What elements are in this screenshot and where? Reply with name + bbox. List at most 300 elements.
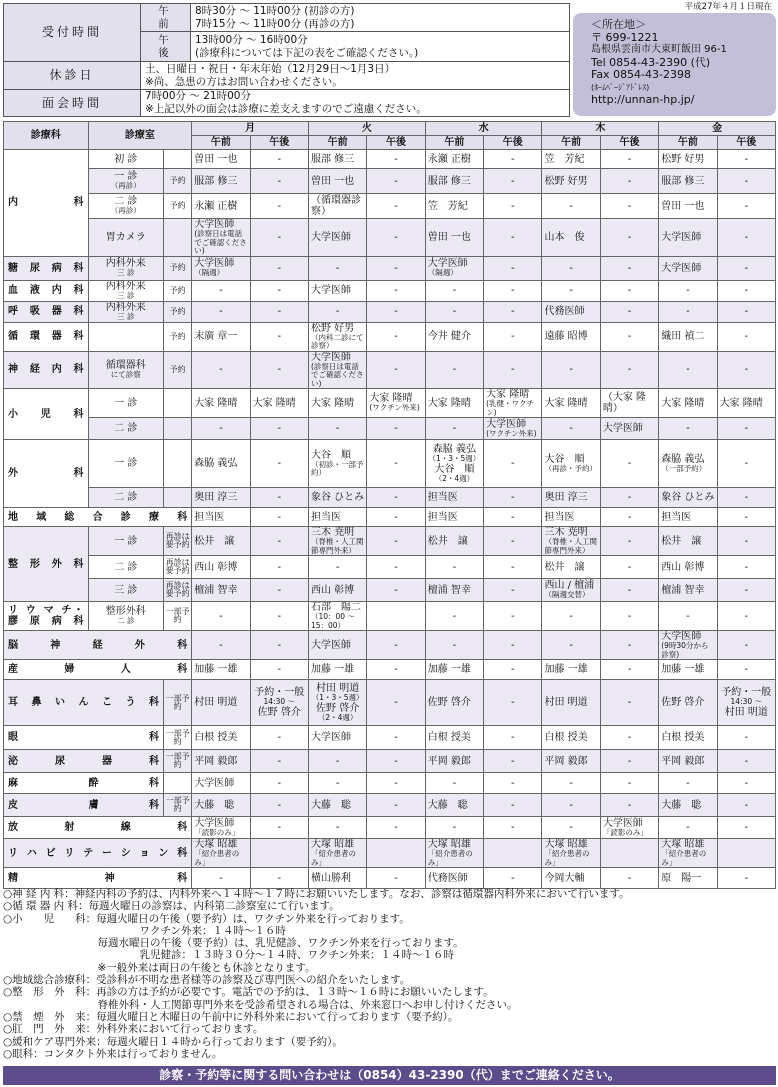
note-line: ○緩和ケア専門外来：毎週火曜日１４時から行っております（要予約）。 — [3, 1035, 343, 1048]
schedule-cell: - — [367, 440, 425, 488]
schedule-cell: - — [484, 280, 542, 301]
schedule-cell: - — [717, 322, 775, 351]
room-name — [88, 322, 163, 351]
schedule-cell: 森脇 義弘 （1・3・5週） 大谷 順 （2・4週） — [425, 440, 483, 488]
schedule-cell: 三木 尭明 （脊椎・人工関節専門外来） — [542, 527, 600, 556]
reservation-note: 予約 — [164, 322, 192, 351]
schedule-cell: 佐野 啓介 — [659, 680, 717, 726]
schedule-cell: - — [484, 169, 542, 194]
room-name: 内科外来 三 診 — [88, 256, 163, 280]
schedule-cell: - — [367, 351, 425, 389]
reception-label: 受付時間 — [4, 4, 141, 62]
schedule-cell: - — [308, 418, 366, 440]
header-day-wed: 水 — [425, 122, 542, 136]
schedule-cell: - — [425, 351, 483, 389]
header-pm: 午後 — [367, 136, 425, 150]
dept-name: 外 科 — [4, 440, 89, 508]
schedule-cell: 大学医師 — [659, 219, 717, 257]
dept-name: 内 科 — [4, 150, 89, 257]
schedule-cell: 大学医師 「読影のみ」 — [600, 817, 658, 839]
schedule-cell: - — [250, 256, 308, 280]
schedule-cell: - — [600, 194, 658, 219]
schedule-cell: 大塚 昭雄 「紹介患者のみ」 — [308, 839, 366, 868]
table-row — [4, 301, 776, 322]
table-row — [4, 556, 776, 579]
schedule-cell: - — [542, 602, 600, 631]
schedule-cell: - — [717, 256, 775, 280]
schedule-cell: 大家 隆晴 — [250, 389, 308, 418]
reservation-note — [164, 219, 192, 257]
table-row — [4, 440, 776, 488]
reservation-note: 一部予約 — [164, 794, 192, 817]
schedule-cell: 担当医 — [542, 508, 600, 527]
header-am: 午前 — [542, 136, 600, 150]
schedule-cell: - — [484, 750, 542, 773]
schedule-cell: - — [542, 794, 600, 817]
schedule-cell: 大家 隆晴 (乳健・ワクチン) — [484, 389, 542, 418]
schedule-cell: - — [250, 556, 308, 579]
dept-name: 地 域 総 合 診 療 科 — [4, 508, 192, 527]
pm-label: 午 後 — [141, 32, 191, 62]
table-row — [4, 351, 776, 389]
table-row — [4, 194, 776, 219]
schedule-cell: - — [367, 322, 425, 351]
schedule-cell: - — [659, 773, 717, 794]
schedule-cell: - — [250, 440, 308, 488]
schedule-cell: - — [484, 256, 542, 280]
table-row — [4, 868, 776, 889]
header-day-tue: 火 — [308, 122, 425, 136]
schedule-cell: - — [367, 660, 425, 680]
table-row — [4, 602, 776, 631]
reservation-note: 予約 — [164, 256, 192, 280]
schedule-cell: 白根 授美 — [542, 726, 600, 750]
schedule-cell: 大学医師 （隔週） — [192, 256, 250, 280]
schedule-cell: - — [367, 219, 425, 257]
schedule-cell: 原 陽一 — [659, 868, 717, 889]
schedule-cell: 大学医師 — [308, 280, 366, 301]
schedule-cell: 大谷 順 （再診・予約） — [542, 440, 600, 488]
schedule-cell: 大家 隆晴 — [308, 389, 366, 418]
schedule-cell: - — [717, 750, 775, 773]
schedule-cell: - — [600, 256, 658, 280]
schedule-cell: - — [250, 488, 308, 508]
schedule-cell: - — [600, 660, 658, 680]
note-line: ※一般外来は両日の午後とも休診となります。 — [3, 961, 316, 974]
schedule-cell: - — [367, 488, 425, 508]
table-row — [4, 773, 776, 794]
schedule-cell — [367, 602, 425, 631]
schedule-cell: 佐野 啓介 — [425, 680, 483, 726]
schedule-cell: - — [250, 868, 308, 889]
note-line: ○禁 煙 外 来：毎週火曜日と木曜日の午前中に外科外来において行っております（要予約）。 — [3, 1010, 459, 1023]
schedule-cell: 平岡 毅郎 — [659, 750, 717, 773]
schedule-cell: 松野 好男 （内科二診にて診察） — [308, 322, 366, 351]
dept-name: 脳 神 経 外 科 — [4, 631, 192, 660]
schedule-cell: - — [250, 219, 308, 257]
schedule-cell: 永瀬 正樹 — [192, 194, 250, 219]
reception-am-times: 8時30分 ～ 11時00分 (初診の方) 7時15分 ～ 11時00分 (再診の方) — [191, 4, 570, 32]
schedule-cell: - — [367, 680, 425, 726]
schedule-cell: - — [425, 817, 483, 839]
schedule-cell: - — [250, 794, 308, 817]
header-day-thu: 木 — [542, 122, 659, 136]
schedule-cell: - — [717, 280, 775, 301]
schedule-table — [3, 121, 776, 889]
reservation-note: 予約 — [164, 169, 192, 194]
dept-name: 血 液 内 科 — [4, 280, 89, 301]
schedule-cell: （循環器診察） — [308, 194, 366, 219]
schedule-cell: 松井 譲 — [192, 527, 250, 556]
schedule-cell: 大学医師 (ワクチン外来) — [484, 418, 542, 440]
schedule-cell: - — [250, 280, 308, 301]
header-pm: 午後 — [484, 136, 542, 150]
schedule-cell: - — [250, 631, 308, 660]
schedule-cell: - — [425, 631, 483, 660]
schedule-cell: 村田 明道 — [542, 680, 600, 726]
reservation-note: 一部予約 — [164, 750, 192, 773]
schedule-cell: - — [250, 773, 308, 794]
dept-name: 泌 尿 器 科 — [4, 750, 164, 773]
notes-section — [3, 888, 776, 1060]
schedule-cell: 大学医師 — [308, 726, 366, 750]
dept-name: 整 形 外 科 — [4, 527, 89, 602]
schedule-cell: - — [717, 508, 775, 527]
schedule-cell: 大学医師 — [192, 773, 250, 794]
schedule-cell: - — [250, 301, 308, 322]
schedule-cell: - — [250, 351, 308, 389]
schedule-cell: - — [717, 150, 775, 169]
schedule-cell: - — [367, 750, 425, 773]
table-row — [4, 280, 776, 301]
schedule-cell: 大塚 昭雄 「紹介患者のみ」 — [192, 839, 250, 868]
reservation-note: 一部予約 — [164, 726, 192, 750]
schedule-cell: - — [367, 556, 425, 579]
phone-number: Tel 0854-43-2390 (代) — [591, 55, 711, 69]
schedule-cell: 大学医師 — [308, 631, 366, 660]
schedule-cell: - — [600, 631, 658, 660]
schedule-cell: 曽田 一也 — [192, 150, 250, 169]
schedule-cell: - — [484, 631, 542, 660]
schedule-cell: 松井 譲 — [542, 556, 600, 579]
visiting-hours: 7時00分 ～ 21時00分 ※上記以外の面会は診療に差支えますのでご遠慮ください。 — [141, 90, 570, 117]
schedule-cell: - — [600, 556, 658, 579]
schedule-cell: - — [484, 794, 542, 817]
schedule-cell: - — [600, 150, 658, 169]
address-title: ＜所在地＞ — [591, 18, 646, 31]
dept-name: 糖 尿 病 科 — [4, 256, 89, 280]
schedule-cell: - — [250, 579, 308, 602]
schedule-cell: 村田 明道 — [192, 680, 250, 726]
note-line: ○小 児 科：毎週火曜日の午後（要予約）は、ワクチン外来を行っております。 — [3, 912, 410, 925]
schedule-cell: - — [367, 280, 425, 301]
header-am: 午前 — [192, 136, 250, 150]
schedule-cell: 服部 修三 — [425, 169, 483, 194]
schedule-cell: - — [600, 440, 658, 488]
header-am: 午前 — [659, 136, 717, 150]
schedule-cell: 大藤 聡 — [425, 794, 483, 817]
schedule-cell: - — [308, 256, 366, 280]
table-row — [4, 389, 776, 418]
schedule-cell: - — [717, 351, 775, 389]
schedule-cell: - — [484, 301, 542, 322]
schedule-cell: 平岡 毅郎 — [425, 750, 483, 773]
schedule-cell: 永瀬 正樹 — [425, 150, 483, 169]
room-name: 整形外科 二 診 — [88, 602, 163, 631]
header-am: 午前 — [308, 136, 366, 150]
schedule-cell: 檀浦 智幸 — [192, 579, 250, 602]
schedule-cell: - — [717, 301, 775, 322]
reservation-note: 予約 — [164, 301, 192, 322]
schedule-cell: - — [367, 631, 425, 660]
reservation-note: 再診は要予約 — [164, 527, 192, 556]
schedule-cell: - — [484, 219, 542, 257]
schedule-cell: 森脇 義弘 （一部予約） — [659, 440, 717, 488]
table-row — [4, 726, 776, 750]
room-name: 内科外来 三 診 — [88, 301, 163, 322]
schedule-cell: 曽田 一也 — [659, 194, 717, 219]
schedule-cell: 服部 修三 — [308, 150, 366, 169]
schedule-cell: - — [484, 351, 542, 389]
dept-name: 神 経 内 科 — [4, 351, 89, 389]
schedule-cell: 松井 譲 — [659, 527, 717, 556]
schedule-cell: - — [367, 726, 425, 750]
schedule-cell: 西山 彰博 — [659, 556, 717, 579]
schedule-cell: - — [484, 773, 542, 794]
schedule-cell: 大塚 昭雄 「紹介患者のみ」 — [542, 839, 600, 868]
note-line: ○整 形 外 科：再診の方は予約が必要です。電話での予約は、１３時～１６時にお願いいたします。 — [3, 986, 494, 999]
reservation-note: 再診は要予約 — [164, 556, 192, 579]
dept-name: 呼 吸 器 科 — [4, 301, 89, 322]
visiting-label: 面会時間 — [4, 90, 141, 117]
schedule-cell: - — [484, 556, 542, 579]
note-line: 毎週水曜日の午後（要予約）は、乳児健診、ワクチン外来を行っております。 — [3, 937, 464, 950]
schedule-cell: 石部 陽二 （10：00 ～ 15：00） — [308, 602, 366, 631]
schedule-cell: 予約・一般 14:30 ～ 村田 明道 — [717, 680, 775, 726]
schedule-cell: 大学医師 (9時30分から診察) — [659, 631, 717, 660]
header-day-fri: 金 — [659, 122, 776, 136]
schedule-cell: - — [250, 527, 308, 556]
dept-name: 産 婦 人 科 — [4, 660, 192, 680]
table-row — [4, 839, 776, 868]
schedule-cell: 加藤 一雄 — [192, 660, 250, 680]
reception-pm-times: 13時00分 ～ 16時00分 (診療科については下記の表をご確認ください。) — [191, 32, 570, 62]
header-dept: 診療科 — [4, 122, 89, 150]
schedule-cell: - — [425, 418, 483, 440]
dept-name: 精 神 科 — [4, 868, 192, 889]
reservation-note: 予約 — [164, 280, 192, 301]
room-name: 胃カメラ — [88, 219, 163, 257]
schedule-cell: 笠 芳紀 — [425, 194, 483, 219]
schedule-cell: - — [717, 488, 775, 508]
schedule-cell: - — [717, 726, 775, 750]
schedule-cell: - — [717, 527, 775, 556]
schedule-cell: - — [192, 351, 250, 389]
schedule-cell — [600, 839, 658, 868]
room-name: 一 診 （再診） — [88, 169, 163, 194]
schedule-cell: 大藤 聡 — [308, 794, 366, 817]
schedule-cell: - — [484, 680, 542, 726]
dept-name: 放 射 線 科 — [4, 817, 192, 839]
schedule-cell: - — [600, 169, 658, 194]
dept-name: 皮 膚 科 — [4, 794, 164, 817]
room-name: 循環器科 にて診察 — [88, 351, 163, 389]
schedule-cell: - — [600, 868, 658, 889]
schedule-cell: - — [600, 351, 658, 389]
schedule-cell: - — [250, 817, 308, 839]
table-row — [4, 631, 776, 660]
schedule-cell: - — [484, 817, 542, 839]
schedule-cell: - — [484, 579, 542, 602]
note-line: 脊椎外科・人工関節専門外来を受診希望される場合は、外来窓口へお申し付けください。 — [3, 998, 518, 1011]
schedule-cell: 大学医師 「読影のみ」 — [192, 817, 250, 839]
hours-table — [3, 3, 570, 117]
schedule-cell: - — [717, 817, 775, 839]
dept-name: リ ハ ビ リ テ ー シ ョ ン 科 — [4, 839, 192, 868]
schedule-cell: - — [484, 150, 542, 169]
schedule-cell: 末廣 章一 — [192, 322, 250, 351]
schedule-cell: - — [484, 527, 542, 556]
schedule-cell: - — [308, 556, 366, 579]
schedule-cell: - — [600, 219, 658, 257]
schedule-cell: - — [367, 169, 425, 194]
schedule-cell: - — [659, 418, 717, 440]
schedule-cell: - — [367, 256, 425, 280]
table-row — [4, 150, 776, 169]
table-row — [4, 322, 776, 351]
schedule-cell: - — [600, 488, 658, 508]
schedule-cell: - — [250, 726, 308, 750]
schedule-cell: - — [425, 773, 483, 794]
schedule-cell: 松井 譲 — [425, 527, 483, 556]
schedule-cell: 大家 隆晴 — [425, 389, 483, 418]
schedule-cell: - — [542, 773, 600, 794]
table-row — [4, 169, 776, 194]
schedule-cell — [717, 839, 775, 868]
schedule-cell: 加藤 一雄 — [542, 660, 600, 680]
schedule-cell: - — [484, 868, 542, 889]
schedule-cell: - — [600, 579, 658, 602]
am-label: 午 前 — [141, 4, 191, 32]
table-row — [4, 508, 776, 527]
schedule-cell: 織田 禎二 — [659, 322, 717, 351]
schedule-cell: 白根 授美 — [659, 726, 717, 750]
schedule-cell: 大塚 昭雄 「紹介患者のみ」 — [425, 839, 483, 868]
reservation-note: 予約 — [164, 194, 192, 219]
room-name: 一 診 — [88, 527, 163, 556]
schedule-cell: - — [659, 280, 717, 301]
reservation-note — [164, 418, 192, 440]
schedule-cell: - — [250, 660, 308, 680]
schedule-cell: 山本 俊 — [542, 219, 600, 257]
schedule-cell: 大家 隆晴 — [542, 389, 600, 418]
reservation-note — [164, 440, 192, 488]
schedule-cell — [367, 839, 425, 868]
table-row — [4, 750, 776, 773]
schedule-cell: - — [367, 773, 425, 794]
schedule-cell: - — [367, 194, 425, 219]
schedule-cell: 加藤 一雄 — [308, 660, 366, 680]
schedule-cell: 大家 隆晴 — [192, 389, 250, 418]
schedule-cell: - — [717, 440, 775, 488]
note-line: 乳児健診：１３時３０分～１４時、ワクチン外来：１４時～１６時 — [3, 949, 454, 962]
schedule-cell: 笠 芳紀 — [542, 150, 600, 169]
schedule-cell: 加藤 一雄 — [659, 660, 717, 680]
schedule-cell: - — [192, 602, 250, 631]
schedule-cell: - — [717, 579, 775, 602]
schedule-cell: - — [600, 680, 658, 726]
schedule-cell: 白根 授美 — [192, 726, 250, 750]
schedule-cell: - — [367, 508, 425, 527]
table-row — [4, 817, 776, 839]
schedule-cell: - — [600, 322, 658, 351]
schedule-cell: - — [308, 750, 366, 773]
schedule-cell: （大家 隆晴） — [600, 389, 658, 418]
schedule-cell: - — [192, 868, 250, 889]
schedule-cell: 担当医 — [659, 508, 717, 527]
table-row — [4, 527, 776, 556]
room-name: 内科外来 三 診 — [88, 280, 163, 301]
schedule-cell: 代務医師 — [425, 868, 483, 889]
schedule-cell: - — [717, 219, 775, 257]
schedule-cell: - — [600, 794, 658, 817]
schedule-cell: - — [542, 280, 600, 301]
schedule-cell: - — [484, 508, 542, 527]
schedule-cell: - — [484, 322, 542, 351]
homepage-url[interactable]: http://unnan-hp.jp/ — [591, 93, 695, 106]
schedule-cell: 担当医 — [192, 508, 250, 527]
schedule-cell: 大学医師 — [659, 256, 717, 280]
room-name: 一 診 — [88, 440, 163, 488]
schedule-cell: - — [600, 301, 658, 322]
dept-name: 耳 鼻 い ん こ う 科 — [4, 680, 164, 726]
schedule-cell: 村田 明道 （1・3・5週） 佐野 啓介 （2・4週） — [308, 680, 366, 726]
address-box — [573, 13, 776, 116]
schedule-cell: - — [367, 579, 425, 602]
schedule-cell: - — [600, 726, 658, 750]
schedule-cell: 松野 好男 — [542, 169, 600, 194]
schedule-cell: - — [542, 194, 600, 219]
schedule-cell: - — [717, 660, 775, 680]
schedule-cell: 大学医師 (診察日は電話でご確認ください) — [192, 219, 250, 257]
schedule-cell: - — [425, 280, 483, 301]
schedule-cell: 曽田 一也 — [308, 169, 366, 194]
schedule-cell: 大学医師 — [600, 418, 658, 440]
schedule-cell: 西山 彰博 — [308, 579, 366, 602]
schedule-cell: - — [717, 194, 775, 219]
schedule-cell: 奥田 淳三 — [542, 488, 600, 508]
schedule-cell: - — [484, 488, 542, 508]
schedule-cell: 奥田 淳三 — [192, 488, 250, 508]
note-line: ワクチン外来：１４時～１６時 — [3, 924, 286, 937]
schedule-cell: - — [250, 750, 308, 773]
schedule-cell: - — [659, 817, 717, 839]
room-name: 二 診 （再診） — [88, 194, 163, 219]
schedule-cell: - — [484, 602, 542, 631]
schedule-cell: - — [600, 750, 658, 773]
schedule-cell: - — [717, 773, 775, 794]
reservation-note: 一部予約 — [164, 602, 192, 631]
homepage-label: (ﾎｰﾑﾍﾟｰｼﾞｱﾄﾞﾚｽ) — [591, 82, 650, 92]
schedule-cell: - — [484, 194, 542, 219]
schedule-cell: - — [367, 418, 425, 440]
schedule-cell: 大藤 聡 — [659, 794, 717, 817]
schedule-cell: - — [542, 631, 600, 660]
schedule-cell: 今岡大輔 — [542, 868, 600, 889]
note-line: ○眼科：コンタクト外来は行っておりません。 — [3, 1047, 223, 1060]
schedule-cell: - — [250, 602, 308, 631]
schedule-cell: - — [192, 418, 250, 440]
